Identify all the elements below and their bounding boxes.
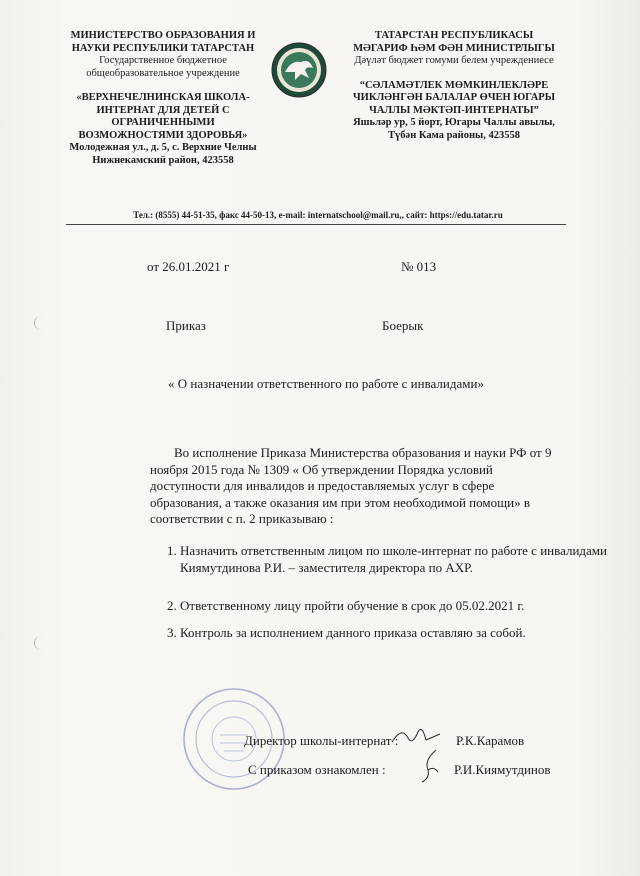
address-tt: Яшьләр ур, 5 йорт, Югары Чаллы авылы, Түбән Кама районы, 423558 xyxy=(353,117,555,141)
contacts-line: Тел.: (8555) 44-51-35, факс 44-50-13, e-mail: internatschool@mail.ru,, сайт: https://edu.tatar.ru xyxy=(133,210,503,220)
list-item: 2. Ответственному лицу пройти обучение в срок до 05.02.2021 г. xyxy=(180,598,610,615)
header-left xyxy=(58,30,268,167)
order-items xyxy=(150,543,610,663)
director-label: Директор школы-интернат : xyxy=(244,733,399,748)
list-item: 3. Контроль за исполнением данного приказа оставляю за собой. xyxy=(180,625,610,642)
doc-type-ru: Приказ xyxy=(166,318,206,333)
ack-signature-icon xyxy=(418,748,442,784)
document-number: № 013 xyxy=(401,259,437,274)
director-signature-icon xyxy=(388,720,444,750)
document-title: « О назначении ответственного по работе с инвалидами» xyxy=(168,376,484,391)
director-name: Р.К.Карамов xyxy=(456,733,525,748)
header-divider xyxy=(66,224,566,225)
doc-type-tt: Боерык xyxy=(382,318,424,333)
punch-hole-top xyxy=(34,316,49,330)
org-type-tt: Дәүләт бюджет гомуми белем учреждениесе xyxy=(354,55,554,66)
punch-hole-bottom xyxy=(34,636,49,650)
document-date: от 26.01.2021 г xyxy=(147,259,230,274)
address-ru: Молодежная ул., д. 5, с. Верхние Челны Нижнекамский район, 423558 xyxy=(69,142,257,166)
acknowledged-label: С приказом ознакомлен : xyxy=(248,762,386,777)
school-name-ru: «ВЕРХНЕЧЕЛНИНСКАЯ ШКОЛА-ИНТЕРНАТ ДЛЯ ДЕТЕЙ С ОГРАНИЧЕННЫМИ ВОЗМОЖНОСТЯМИ ЗДОРОВЬЯ» xyxy=(76,92,250,141)
ministry-ru: МИНИСТЕРСТВО ОБРАЗОВАНИЯ И НАУКИ РЕСПУБЛИКИ ТАТАРСТАН xyxy=(70,30,256,54)
org-type-ru: Государственное бюджетное общеобразовательное учреждение xyxy=(86,55,240,79)
list-item: 1. Назначить ответственным лицом по школе-интернат по работе с инвалидами Киямутдинова Р.И. – заместителя директора по АХР. xyxy=(180,543,610,576)
header-right xyxy=(352,30,556,142)
acknowledged-name: Р.И.Киямутдинов xyxy=(454,762,551,777)
tatarstan-emblem-icon xyxy=(271,42,327,98)
ministry-tt: ТАТАРСТАН РЕСПУБЛИКАСЫ МӘГАРИФ ҺӘМ ФӘН МИНИСТРЛЫГЫ xyxy=(353,30,555,54)
school-name-tt: “СӘЛАМӘТЛЕК МӨМКИНЛЕКЛӘРЕ ЧИКЛӘНГӘН БАЛАЛАР ӨЧЕН ЮГАРЫ ЧАЛЛЫ МӘКТӘП-ИНТЕРНАТЫ” xyxy=(352,79,556,116)
preamble-text: Во исполнение Приказа Министерства образования и науки РФ от 9 ноября 2015 года № 1309 « Об утверждении Порядка условий доступности для инвалидов и предоставляемых услуг в сфере образования, а также оказания им при этом необходимой помощи» в соответствии с п. 2 приказываю : xyxy=(150,445,552,526)
